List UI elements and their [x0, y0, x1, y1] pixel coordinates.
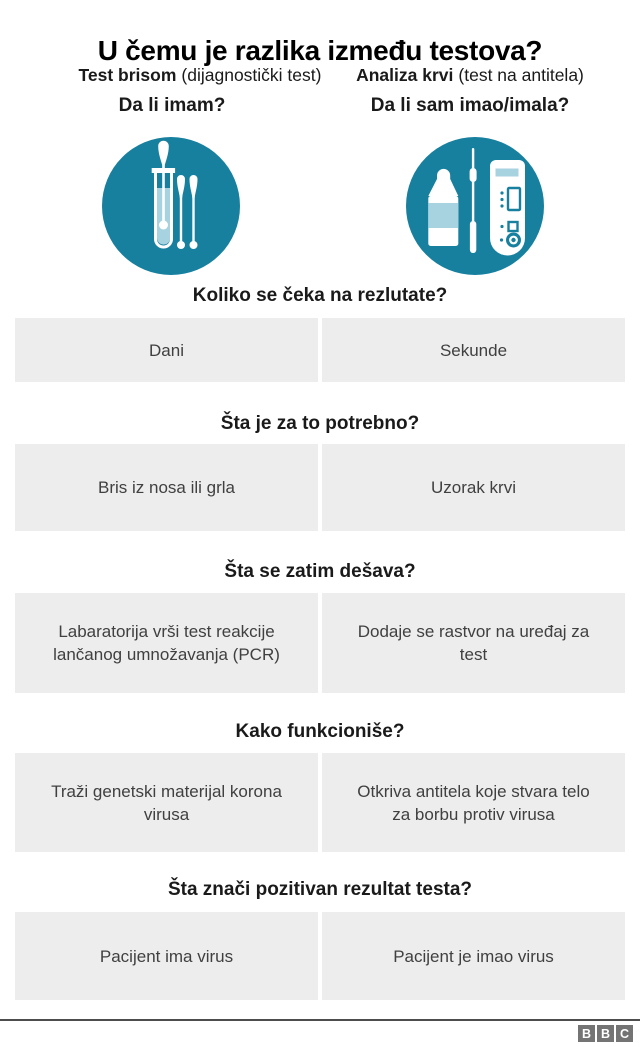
column-question-right: Da li sam imao/imala?	[370, 95, 570, 116]
answer-cell-right: Pacijent je imao virus	[322, 912, 625, 1000]
answer-cell-right: Uzorak krvi	[322, 444, 625, 531]
column-name-suffix: (dijagnostički test)	[181, 65, 322, 85]
answer-cell-left: Pacijent ima virus	[15, 912, 318, 1000]
page-title: U čemu je razlika između testova?	[97, 34, 543, 66]
answer-cell-left: Labaratorija vrši test reakcije lančanog umnožavanja (PCR)	[15, 593, 318, 693]
section-question: Kako funkcioniše?	[235, 721, 405, 742]
footer-divider	[0, 1019, 640, 1021]
section-question: Šta je za to potrebno?	[220, 413, 420, 434]
antibody-test-icon	[406, 137, 544, 275]
bbc-logo-letter: B	[578, 1025, 595, 1042]
bbc-logo	[578, 1025, 633, 1042]
bbc-logo-letter: C	[616, 1025, 633, 1042]
column-header-blood-test	[290, 64, 640, 86]
section-question: Koliko se čeka na rezlutate?	[192, 285, 448, 306]
section-question: Šta znači pozitivan rezultat testa?	[167, 879, 473, 900]
answer-cell-right: Sekunde	[322, 318, 625, 382]
column-name: Analiza krvi	[356, 65, 454, 85]
answer-cell-left: Dani	[15, 318, 318, 382]
column-question-left: Da li imam?	[118, 95, 226, 116]
column-name-suffix: (test na antitela)	[458, 65, 584, 85]
column-name: Test brisom	[78, 65, 177, 85]
answer-cell-right: Otkriva antitela koje stvara telo za borbu protiv virusa	[322, 753, 625, 852]
section-question: Šta se zatim dešava?	[224, 561, 416, 582]
swab-test-icon	[102, 137, 240, 275]
answer-cell-right: Dodaje se rastvor na uređaj za test	[322, 593, 625, 693]
answer-cell-left: Bris iz nosa ili grla	[15, 444, 318, 531]
answer-cell-left: Traži genetski materijal korona virusa	[15, 753, 318, 852]
bbc-logo-letter: B	[597, 1025, 614, 1042]
